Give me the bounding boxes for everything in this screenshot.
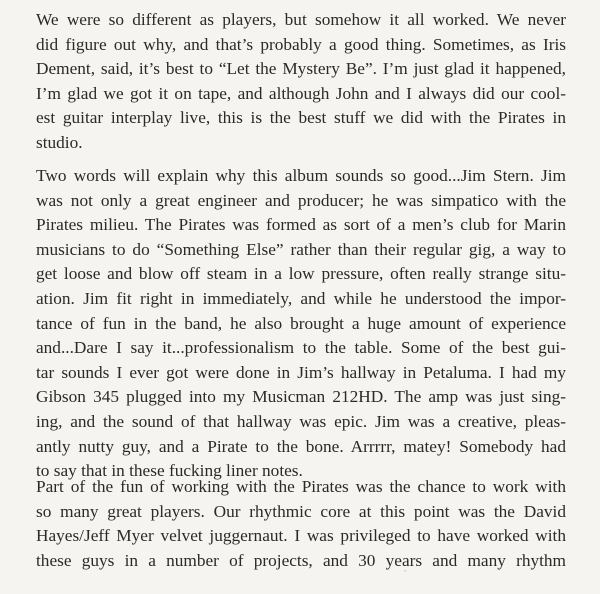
text-line: Part of the fun of working with the Pirates was the chance to work with <box>36 477 566 496</box>
text-line: We were so different as players, but somehow it all worked. We never <box>36 10 566 29</box>
text-line: to say that in these fucking liner notes. <box>36 461 303 481</box>
text-line: tance of fun in the band, he also brought a huge amount of experience <box>36 313 566 333</box>
text-line: Hayes/Jeff Myer velvet juggernaut. I was privileged to have worked with <box>36 526 566 546</box>
paragraph-3 <box>36 475 566 573</box>
text-line: musicians to do “Something Else” rather than their regular gig, a way to <box>36 239 566 259</box>
text-line: Two words will explain why this album sounds so good...Jim Stern. Jim <box>36 166 566 185</box>
text-line: ing, and the sound of that hallway was epic. Jim was a creative, pleas- <box>36 411 566 431</box>
text-line: and...Dare I say it...professionalism to the table. Some of the best gui- <box>36 338 566 358</box>
text-line: Gibson 345 plugged into my Musicman 212HD. The amp was just sing- <box>36 387 566 407</box>
text-line: ation. Jim fit right in immediately, and while he understood the impor- <box>36 288 566 308</box>
text-line: get loose and blow off steam in a low pressure, often really strange situ- <box>36 264 566 284</box>
text-line: these guys in a number of projects, and 30 years and many rhythm <box>36 550 566 570</box>
text-line: studio. <box>36 132 83 152</box>
print-speck: ˆ <box>404 569 407 578</box>
text-line: Dement, said, it’s best to “Let the Mystery Be”. I’m just glad it happened, <box>36 59 566 79</box>
paragraph-2 <box>36 164 566 484</box>
text-line: Pirates milieu. The Pirates was formed as sort of a men’s club for Marin <box>36 215 566 235</box>
text-line: was not only a great engineer and producer; he was simpatico with the <box>36 190 566 210</box>
text-line: did figure out why, and that’s probably a good thing. Sometimes, as Iris <box>36 34 566 54</box>
text-line: I’m glad we got it on tape, and although John and I always did our cool- <box>36 83 566 103</box>
paragraph-1 <box>36 8 566 156</box>
text-line: est guitar interplay live, this is the best stuff we did with the Pirates in <box>36 108 566 128</box>
text-line: tar sounds I ever got were done in Jim’s hallway in Petaluma. I had my <box>36 362 566 382</box>
text-line: antly nutty guy, and a Pirate to the bone. Arrrrr, matey! Somebody had <box>36 436 566 456</box>
text-line: so many great players. Our rhythmic core at this point was the David <box>36 501 566 521</box>
